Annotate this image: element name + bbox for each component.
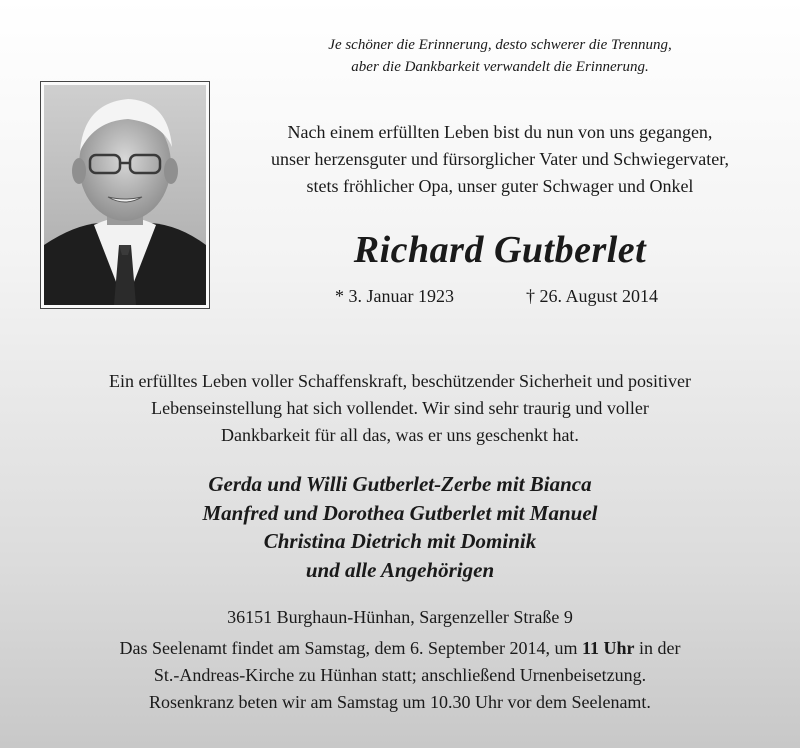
memorial-quote — [220, 34, 780, 78]
intro-line: stets fröhlicher Opa, unser guter Schwager und Onkel — [306, 176, 694, 196]
intro-line: Nach einem erfüllten Leben bist du nun von uns gegangen, — [287, 122, 713, 142]
quote-line: Je schöner die Erinnerung, desto schwerer die Trennung, — [328, 37, 672, 53]
mourner-line: Gerda und Willi Gutberlet-Zerbe mit Bianca — [208, 472, 592, 496]
service-line: St.-Andreas-Kirche zu Hünhan statt; anschließend Urnenbeisetzung. — [153, 665, 647, 685]
quote-line: aber die Dankbarkeit verwandelt die Erinnerung. — [351, 59, 649, 75]
tribute-line: Ein erfülltes Leben voller Schaffenskraft, beschützender Sicherheit und positiver — [109, 371, 691, 391]
service-line — [20, 635, 780, 662]
service-text: in der — [634, 638, 681, 658]
portrait-photo — [44, 85, 206, 305]
mourner-line: Manfred und Dorothea Gutberlet mit Manuel — [202, 500, 598, 525]
intro-text — [220, 119, 780, 200]
mourners-list — [20, 470, 780, 584]
deceased-name: Richard Gutberlet — [353, 229, 647, 271]
service-line: Rosenkranz beten wir am Samstag um 10.30 Uhr vor dem Seelenamt. — [149, 692, 651, 712]
service-time: 11 Uhr — [581, 638, 635, 658]
birth-date: * 3. Januar 1923 — [335, 286, 454, 306]
tribute-line: Dankbarkeit für all das, was er uns geschenkt hat. — [221, 425, 579, 445]
intro-line: unser herzensguter und fürsorglicher Vater und Schwiegervater, — [271, 149, 729, 169]
family-address: 36151 Burghaun-Hünhan, Sargenzeller Straße 9 — [227, 607, 573, 627]
service-details — [20, 635, 780, 716]
tribute-paragraph — [20, 368, 780, 449]
service-text: Das Seelenamt findet am Samstag, dem 6. September 2014, um — [119, 638, 582, 658]
portrait-photo-frame — [40, 81, 210, 309]
mourner-line: Christina Dietrich mit Dominik — [263, 529, 537, 553]
mourner-line: und alle Angehörigen — [305, 557, 495, 582]
death-date: † 26. August 2014 — [526, 286, 659, 306]
tribute-line: Lebenseinstellung hat sich vollendet. Wir sind sehr traurig und voller — [151, 398, 649, 418]
